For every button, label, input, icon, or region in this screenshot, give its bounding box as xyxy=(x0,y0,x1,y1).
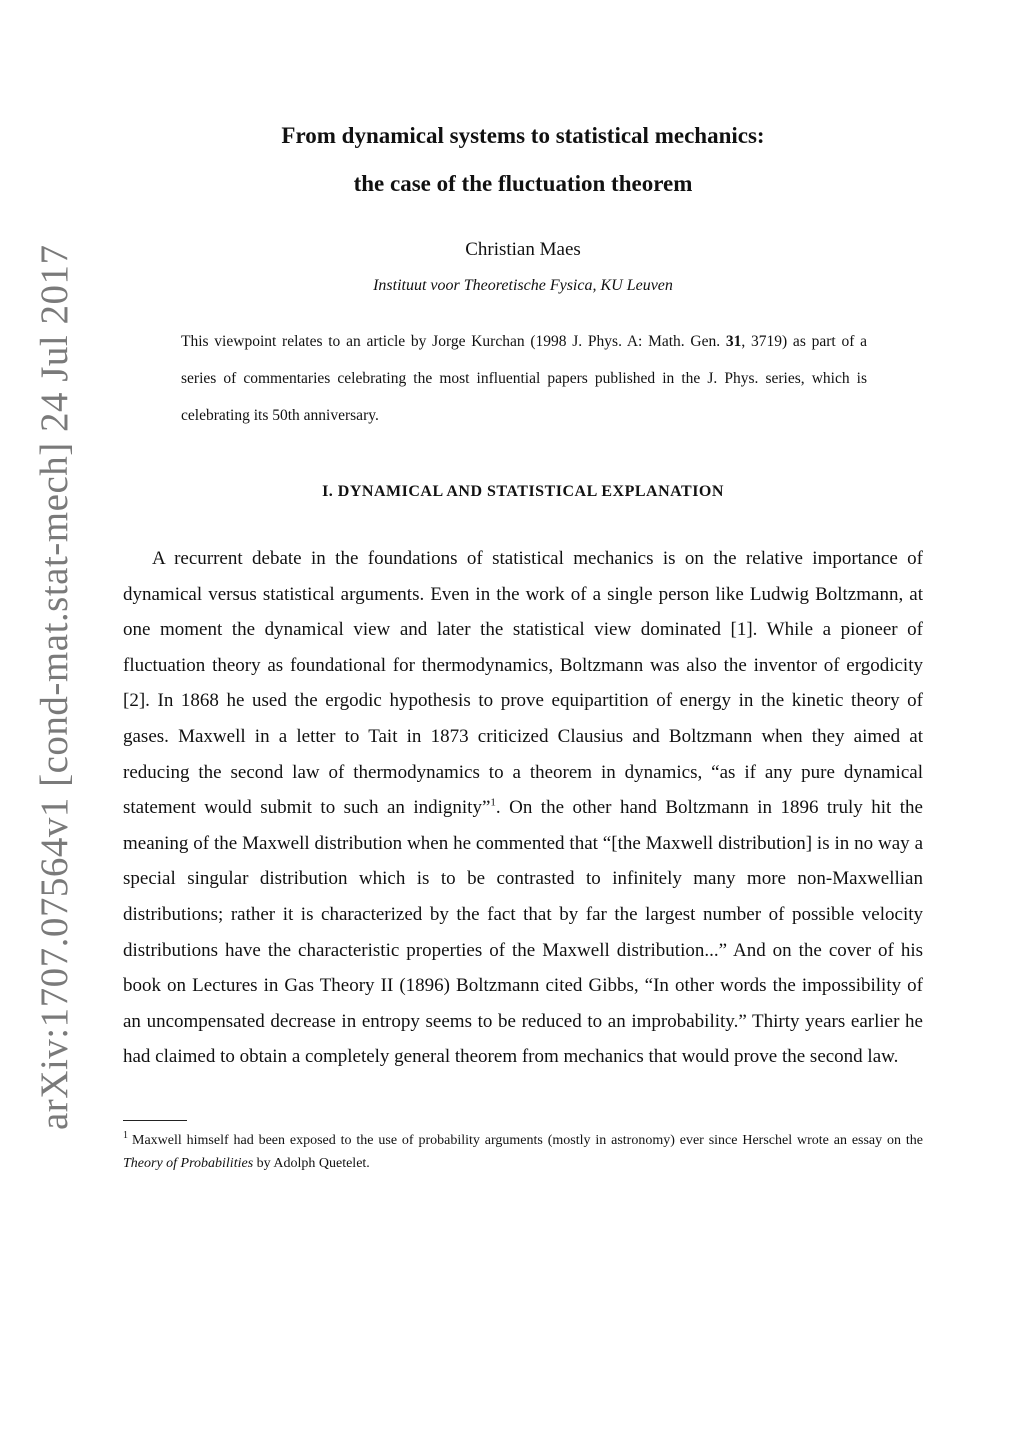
footnote-text-2: by Adolph Quetelet. xyxy=(253,1155,370,1171)
abstract xyxy=(181,323,867,434)
footnote-mark: 1 xyxy=(123,1130,128,1142)
body-text-part-1: A recurrent debate in the foundations of statistical mechanics is on the relative importance of dynamical versus statistical arguments. Even in the work of a single person like Ludwig Boltzmann, at one moment the dynamical view and later the statistical view dominated [1]. While a pioneer of fluctuation theory as foundational for thermodynamics, Boltzmann was also the inventor of ergodicity [2]. In 1868 he used the ergodic hypothesis to prove equipartition of energy in the kinetic theory of gases. Maxwell in a letter to Tait in 1873 criticized Clausius and Boltzmann when they aimed at reducing the second law of thermodynamics to a theorem in dynamics, “as if any pure dynamical statement would submit to such an indignity” xyxy=(123,548,923,819)
abstract-text-1: This viewpoint relates to an article by Jorge Kurchan (1998 J. Phys. A: Math. Gen. xyxy=(181,333,726,350)
footnote-text-1: Maxwell himself had been exposed to the use of probability arguments (mostly in astronomy) ever since Herschel wrote an essay on the xyxy=(132,1132,923,1148)
author-name: Christian Maes xyxy=(465,239,581,260)
body-text-part-2: . On the other hand Boltzmann in 1896 truly hit the meaning of the Maxwell distribution when he commented that “[the Maxwell distribution] is in no way a special singular distribution which is to be contrasted to infinitely many more non-Maxwellian distributions; rather it is characterized by the fact that by far the largest number of possible velocity distributions have the characteristic properties of the Maxwell distribution...” And on the cover of his book on Lectures in Gas Theory II (1896) Boltzmann cited Gibbs, “In other words the impossibility of an uncompensated decrease in entropy seems to be reduced to an improbability.” Thirty years earlier he had claimed to obtain a completely general theorem from mechanics that would prove the second law. xyxy=(123,797,923,1068)
footnote-book-title: Theory of Probabilities xyxy=(123,1155,254,1171)
abstract-text-2: , 3719) as part of a series of commentaries celebrating the most influential papers published in the J. Phys. series, which is celebrating its 50th anniversary. xyxy=(181,333,867,424)
paper-page xyxy=(123,112,923,1175)
title-line-2: the case of the fluctuation theorem xyxy=(353,171,693,196)
paper-title xyxy=(123,112,923,208)
arxiv-identifier: arXiv:1707.07564v1 [cond-mat.stat-mech] 24 Jul 2017 xyxy=(33,244,76,1130)
footnote xyxy=(123,1129,923,1175)
body-paragraph xyxy=(123,541,923,1075)
title-line-1: From dynamical systems to statistical mechanics: xyxy=(281,123,765,148)
footnote-divider xyxy=(123,1120,187,1121)
abstract-volume: 31 xyxy=(725,333,742,350)
footnote-reference[interactable]: 1 xyxy=(490,796,496,809)
author-affiliation: Instituut voor Theoretische Fysica, KU Leuven xyxy=(373,277,673,294)
section-heading: I. DYNAMICAL AND STATISTICAL EXPLANATION xyxy=(322,483,724,500)
